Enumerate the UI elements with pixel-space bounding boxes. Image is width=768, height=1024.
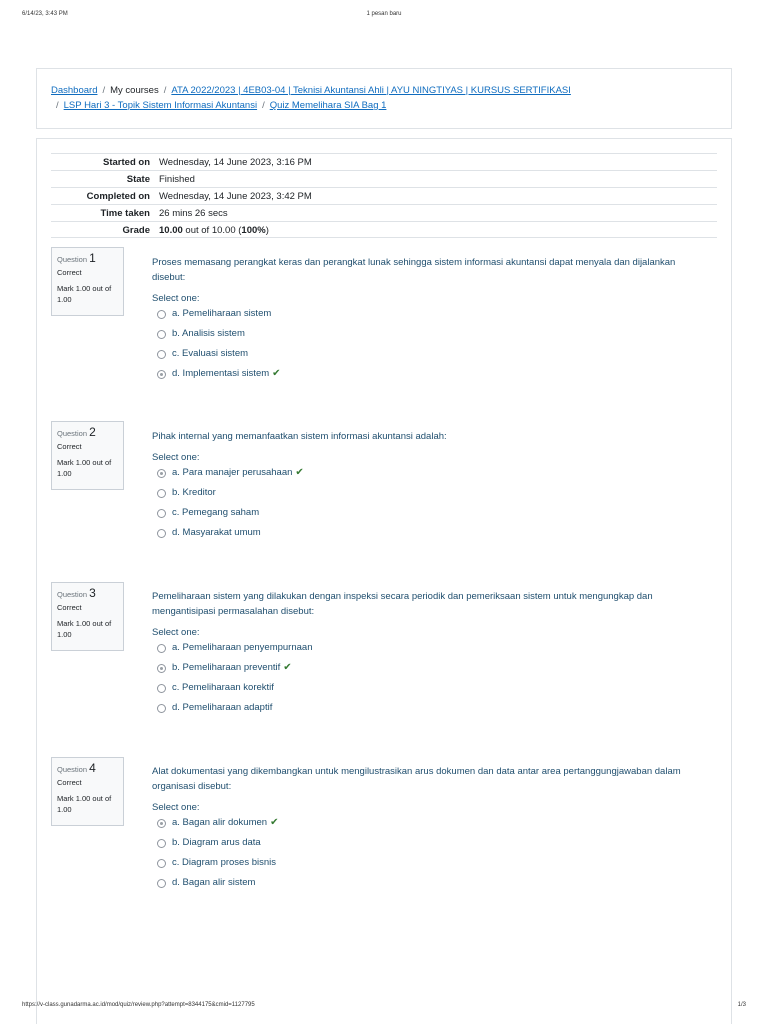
answer-option-label: b. Pemeliharaan preventif: [172, 662, 281, 673]
answer-option-label: d. Bagan alir sistem: [172, 877, 256, 888]
answer-option[interactable]: [152, 327, 702, 347]
radio-button[interactable]: [157, 330, 166, 339]
print-title: 1 pesan baru: [366, 11, 402, 17]
radio-button-checked[interactable]: [157, 370, 166, 379]
answer-option-label: d. Implementasi sistem: [172, 368, 270, 379]
radio-button[interactable]: [157, 839, 166, 848]
breadcrumb-dashboard-link[interactable]: Dashboard: [51, 85, 98, 96]
question-number-value: 3: [89, 586, 96, 600]
breadcrumb-course-link[interactable]: ATA 2022/2023 | 4EB03-04 | Teknisi Akuntansi Ahli | AYU NINGTIYAS | KURSUS SERTIFIKASI: [171, 85, 571, 96]
question-mark: Mark 1.00 out of 1.00: [57, 794, 112, 814]
correct-check-icon: ✔: [283, 662, 292, 673]
grade-value: [159, 225, 269, 236]
state-value: Finished: [159, 174, 195, 185]
breadcrumb-separator: /: [163, 85, 167, 96]
time-taken-value: 26 mins 26 secs: [159, 208, 228, 219]
question-number: [57, 427, 118, 439]
answer-option[interactable]: [152, 347, 702, 367]
question-mark: Mark 1.00 out of 1.00: [57, 284, 112, 304]
question-label: Question: [57, 255, 88, 264]
question-content-2: [152, 429, 702, 546]
answer-option-selected[interactable]: [152, 816, 702, 836]
grade-score: 10.00: [159, 225, 183, 236]
answer-option-selected[interactable]: [152, 466, 702, 486]
print-url: https://v-class.gunadarma.ac.id/mod/quiz/review.php?attempt=8344175&cmid=1127795: [22, 1002, 255, 1008]
summary-row-state: [51, 170, 717, 187]
question-mark: Mark 1.00 out of 1.00: [57, 458, 112, 478]
question-text: Pihak internal yang memanfaatkan sistem informasi akuntansi adalah:: [152, 431, 447, 442]
grade-label: Grade: [122, 225, 150, 236]
radio-button-checked[interactable]: [157, 664, 166, 673]
answer-option[interactable]: [152, 526, 702, 546]
question-text: Pemeliharaan sistem yang dilakukan dengan inspeksi secara periodik dan pemeriksaan sistem untuk mengungkap dan mengantisipasi permasalahan disebut:: [152, 591, 653, 617]
breadcrumb-separator: /: [262, 100, 265, 111]
quiz-review-region: [36, 138, 732, 1024]
breadcrumb: [36, 68, 732, 129]
question-text: Alat dokumentasi yang dikembangkan untuk mengilustrasikan arus dokumen dan data antar area pertanggungjawaban dalam organisasi disebut:: [152, 766, 681, 792]
print-page-number: 1/3: [737, 1002, 746, 1008]
completed-on-value: Wednesday, 14 June 2023, 3:42 PM: [159, 191, 312, 202]
question-text: Proses memasang perangkat keras dan perangkat lunak sehingga sistem informasi akuntansi dapat menyala dan dijalankan disebut:: [152, 257, 676, 283]
radio-button[interactable]: [157, 684, 166, 693]
radio-button[interactable]: [157, 859, 166, 868]
question-number-value: 2: [89, 425, 96, 439]
radio-button[interactable]: [157, 509, 166, 518]
question-number: [57, 588, 118, 600]
summary-row-time: [51, 204, 717, 221]
answer-option[interactable]: [152, 641, 702, 661]
question-number: [57, 253, 118, 265]
radio-button-checked[interactable]: [157, 469, 166, 478]
radio-button[interactable]: [157, 489, 166, 498]
print-header: [22, 11, 746, 23]
radio-button[interactable]: [157, 310, 166, 319]
completed-on-label: Completed on: [86, 191, 150, 202]
answer-option[interactable]: [152, 307, 702, 327]
question-info-1: [51, 247, 124, 316]
started-on-label: Started on: [103, 157, 150, 168]
radio-button-checked[interactable]: [157, 819, 166, 828]
answer-option-selected[interactable]: [152, 367, 702, 387]
answer-option-label: d. Pemeliharaan adaptif: [172, 702, 273, 713]
answer-option[interactable]: [152, 876, 702, 896]
breadcrumb-line-1: [51, 85, 571, 96]
question-state: Correct: [57, 268, 82, 277]
answer-option-label: c. Evaluasi sistem: [172, 348, 249, 359]
answer-option[interactable]: [152, 506, 702, 526]
question-label: Question: [57, 590, 88, 599]
print-date: 6/14/23, 3:43 PM: [22, 11, 68, 17]
radio-button[interactable]: [157, 644, 166, 653]
question-content-4: [152, 764, 702, 896]
question-number-value: 4: [89, 761, 96, 775]
answer-option-label: c. Pemeliharaan korektif: [172, 682, 274, 693]
answer-option-label: a. Pemeliharaan penyempurnaan: [172, 642, 313, 653]
breadcrumb-my-courses: My courses: [110, 85, 159, 96]
radio-button[interactable]: [157, 529, 166, 538]
question-content-3: [152, 589, 702, 721]
correct-check-icon: ✔: [270, 817, 279, 828]
attempt-summary-table: [51, 153, 717, 238]
answer-option-label: b. Kreditor: [172, 487, 216, 498]
answer-option-label: b. Analisis sistem: [172, 328, 245, 339]
select-one-label: Select one:: [152, 452, 200, 463]
question-mark: Mark 1.00 out of 1.00: [57, 619, 112, 639]
print-footer: [22, 1002, 746, 1014]
breadcrumb-separator: /: [56, 100, 59, 111]
state-label: State: [126, 174, 150, 185]
breadcrumb-quiz-link[interactable]: Quiz Memelihara SIA Bag 1: [269, 100, 387, 111]
grade-close: ): [265, 225, 269, 236]
question-state: Correct: [57, 442, 82, 451]
answer-option-selected[interactable]: [152, 661, 702, 681]
question-state: Correct: [57, 778, 82, 787]
radio-button[interactable]: [157, 350, 166, 359]
question-number: [57, 763, 118, 775]
answer-option-label: a. Pemeliharaan sistem: [172, 308, 272, 319]
answer-option[interactable]: [152, 701, 702, 721]
summary-row-completed: [51, 187, 717, 204]
question-info-2: [51, 421, 124, 490]
answer-option[interactable]: [152, 486, 702, 506]
breadcrumb-line-2: [51, 100, 386, 111]
question-info-3: [51, 582, 124, 651]
answer-option-label: d. Masyarakat umum: [172, 527, 261, 538]
breadcrumb-separator: /: [102, 85, 106, 96]
answer-option[interactable]: [152, 836, 702, 856]
select-one-label: Select one:: [152, 802, 200, 813]
question-state: Correct: [57, 603, 82, 612]
question-number-value: 1: [89, 251, 96, 265]
answer-option[interactable]: [152, 856, 702, 876]
correct-check-icon: ✔: [272, 368, 281, 379]
question-info-4: [51, 757, 124, 826]
radio-button[interactable]: [157, 704, 166, 713]
grade-percent: 100%: [241, 225, 266, 236]
radio-button[interactable]: [157, 879, 166, 888]
answer-option-label: a. Para manajer perusahaan: [172, 467, 293, 478]
correct-check-icon: ✔: [295, 467, 304, 478]
answer-option-label: c. Pemegang saham: [172, 507, 260, 518]
breadcrumb-topic-link[interactable]: LSP Hari 3 - Topik Sistem Informasi Akuntansi: [63, 100, 258, 111]
answer-option-label: c. Diagram proses bisnis: [172, 857, 277, 868]
summary-row-started: [51, 153, 717, 170]
select-one-label: Select one:: [152, 293, 200, 304]
answer-option[interactable]: [152, 681, 702, 701]
summary-row-grade: [51, 221, 717, 238]
started-on-value: Wednesday, 14 June 2023, 3:16 PM: [159, 157, 312, 168]
time-taken-label: Time taken: [100, 208, 150, 219]
answer-option-label: a. Bagan alir dokumen: [172, 817, 268, 828]
question-content-1: [152, 255, 702, 387]
select-one-label: Select one:: [152, 627, 200, 638]
question-label: Question: [57, 429, 88, 438]
grade-out-of: out of 10.00 (: [182, 225, 242, 236]
question-label: Question: [57, 765, 88, 774]
answer-option-label: b. Diagram arus data: [172, 837, 261, 848]
